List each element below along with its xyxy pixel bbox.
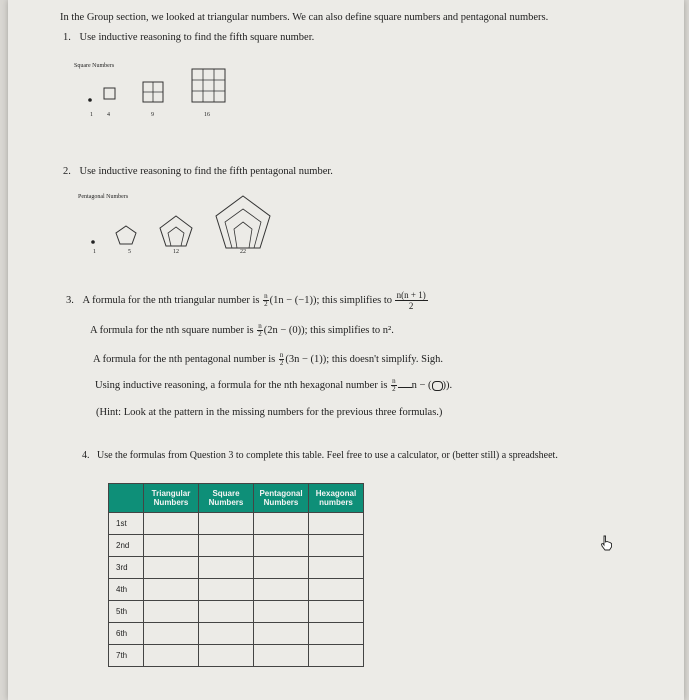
table-cell[interactable] — [254, 601, 309, 623]
hand-cursor-icon — [600, 535, 614, 551]
table-row — [109, 645, 364, 667]
pentagon-3 — [160, 216, 192, 246]
pent-formula-pre: A formula for the nth pentagonal number is — [93, 353, 276, 365]
pentagonal-label-2: 5 — [128, 249, 131, 255]
tri-formula-pre: A formula for the nth triangular number is — [82, 294, 260, 306]
table-cell[interactable] — [309, 601, 364, 623]
pent-formula-mid: (3n − (1)); this doesn't simplify. Sigh. — [285, 353, 444, 365]
row-label: 2nd — [109, 535, 144, 557]
hex-blank-coefficient[interactable] — [398, 379, 412, 388]
header-blank — [109, 484, 144, 513]
table-cell[interactable] — [199, 645, 254, 667]
table-cell[interactable] — [144, 645, 199, 667]
question-2 — [63, 166, 333, 177]
question-1-text: Use inductive reasoning to find the fifth square number. — [79, 32, 315, 43]
table-cell[interactable] — [144, 557, 199, 579]
table-cell[interactable] — [309, 645, 364, 667]
pentagonal-numbers-figure — [68, 188, 288, 258]
intro-text: In the Group section, we looked at triangular numbers. We can also define square numbers and pentagonal numbers. — [60, 12, 549, 23]
sq-n-over-2: $\frac{n}{2}$ — [258, 322, 262, 338]
table-cell[interactable] — [199, 557, 254, 579]
number-table — [108, 483, 364, 667]
question-3-triangular — [66, 290, 428, 311]
table-cell[interactable] — [144, 579, 199, 601]
table-row — [109, 513, 364, 535]
square-label-3: 9 — [151, 112, 154, 118]
tri-formula-mid: (1n − (−1)); this simplifies to — [269, 294, 393, 306]
row-label: 3rd — [109, 557, 144, 579]
question-4-number: 4. — [82, 450, 90, 461]
square-label-4: 16 — [204, 112, 210, 118]
table-cell[interactable] — [309, 535, 364, 557]
question-3-hint: (Hint: Look at the pattern in the missing numbers for the previous three formulas.) — [96, 407, 443, 418]
tri-result-fraction: $\frac{n(n + 1)}{2}$ — [396, 290, 426, 311]
square-4 — [192, 69, 225, 102]
table-cell[interactable] — [309, 579, 364, 601]
question-3-pentagonal — [93, 352, 443, 367]
square-2 — [104, 88, 115, 99]
table-cell[interactable] — [199, 535, 254, 557]
table-cell[interactable] — [254, 645, 309, 667]
question-4 — [82, 450, 558, 461]
table-cell[interactable] — [199, 601, 254, 623]
hex-blank-constant[interactable] — [432, 381, 443, 391]
row-label: 4th — [109, 579, 144, 601]
row-label: 5th — [109, 601, 144, 623]
pentagonal-figure-title: Pentagonal Numbers — [78, 194, 129, 200]
row-label: 1st — [109, 513, 144, 535]
table-cell[interactable] — [309, 557, 364, 579]
question-1 — [63, 32, 314, 43]
square-figure-title: Square Numbers — [74, 63, 115, 69]
row-label: 6th — [109, 623, 144, 645]
question-3-square — [90, 323, 394, 338]
table-cell[interactable] — [254, 557, 309, 579]
table-cell[interactable] — [254, 623, 309, 645]
table-cell[interactable] — [144, 601, 199, 623]
square-label-2: 4 — [107, 112, 110, 118]
hex-formula-pre: Using inductive reasoning, a formula for the nth hexagonal number is — [95, 379, 388, 391]
question-3-hexagonal — [95, 378, 452, 393]
table-cell[interactable] — [144, 513, 199, 535]
table-cell[interactable] — [199, 513, 254, 535]
question-2-text: Use inductive reasoning to find the fifth pentagonal number. — [79, 166, 333, 177]
pentagonal-label-3: 12 — [173, 249, 179, 255]
table-cell[interactable] — [144, 623, 199, 645]
table-cell[interactable] — [309, 513, 364, 535]
question-1-number: 1. — [63, 32, 71, 43]
table-cell[interactable] — [144, 535, 199, 557]
table-cell[interactable] — [199, 623, 254, 645]
header-square: Square Numbers — [199, 484, 254, 513]
square-dot-1 — [88, 98, 92, 102]
sq-formula-mid: (2n − (0)); this simplifies to n². — [263, 324, 394, 336]
square-numbers-figure — [68, 56, 248, 126]
table-row — [109, 535, 364, 557]
table-row — [109, 557, 364, 579]
row-label: 7th — [109, 645, 144, 667]
table-cell[interactable] — [254, 535, 309, 557]
tri-n-over-2: $\frac{n}{2}$ — [264, 292, 268, 308]
pentagon-dot-1 — [91, 240, 95, 244]
table-header-row — [109, 484, 364, 513]
question-3-number: 3. — [66, 294, 74, 306]
hex-formula-end: )). — [442, 379, 453, 391]
header-triangular: Triangular Numbers — [144, 484, 199, 513]
table-row — [109, 601, 364, 623]
pentagonal-label-4: 22 — [240, 249, 246, 255]
worksheet-page — [8, 0, 684, 700]
pentagon-2 — [116, 226, 136, 244]
hex-formula-mid: n − ( — [411, 379, 432, 391]
table-cell[interactable] — [309, 623, 364, 645]
sq-formula-pre: A formula for the nth square number is — [90, 324, 254, 336]
header-pentagonal: Pentagonal Numbers — [254, 484, 309, 513]
table-row — [109, 579, 364, 601]
table-cell[interactable] — [254, 513, 309, 535]
table-row — [109, 623, 364, 645]
pent-n-over-2: $\frac{n}{2}$ — [279, 351, 284, 367]
hex-n-over-2: $\frac{n}{2}$ — [392, 377, 396, 393]
question-4-text: Use the formulas from Question 3 to complete this table. Feel free to use a calculator, or (better still) a spreadsheet. — [97, 450, 558, 461]
square-label-1: 1 — [90, 112, 93, 118]
pentagonal-label-1: 1 — [93, 249, 96, 255]
table-cell[interactable] — [254, 579, 309, 601]
question-2-number: 2. — [63, 166, 71, 177]
header-hexagonal: Hexagonal numbers — [309, 484, 364, 513]
table-cell[interactable] — [199, 579, 254, 601]
